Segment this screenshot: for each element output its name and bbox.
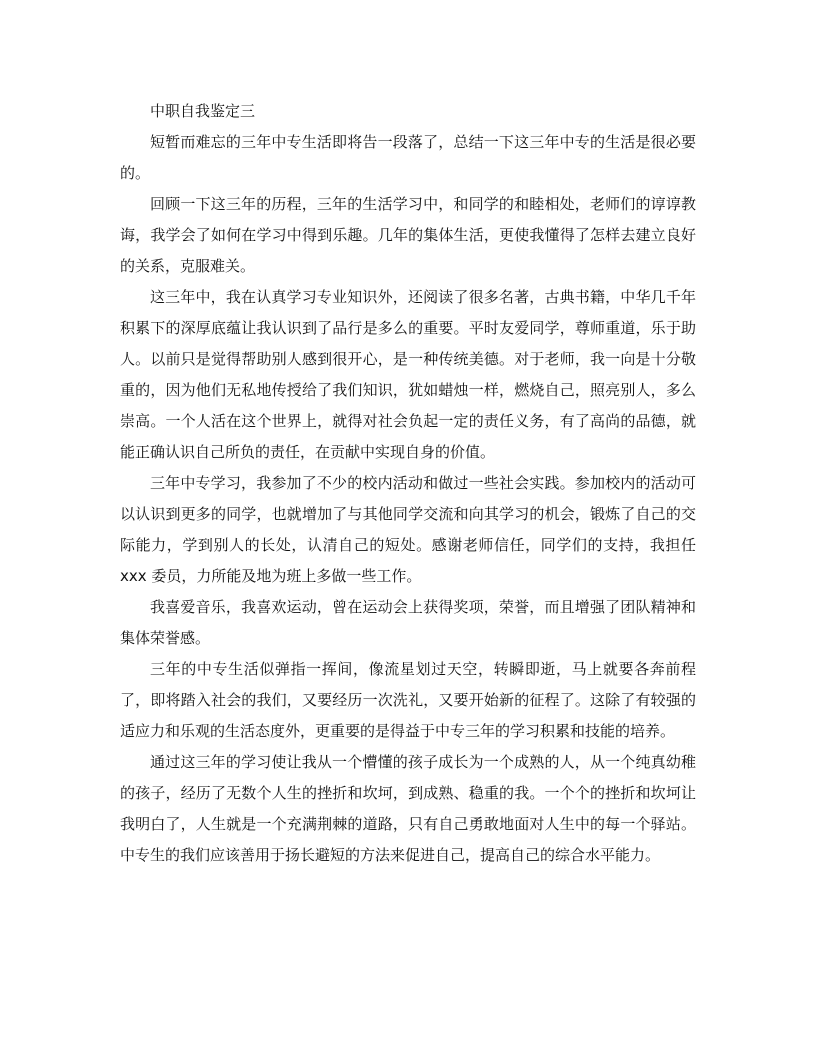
paragraph-1: 短暂而难忘的三年中专生活即将告一段落了，总结一下这三年中专的生活是很必要的。 (120, 133, 696, 182)
paragraph-2: 回顾一下这三年的历程，三年的生活学习中，和同学的和睦相处，老师们的谆谆教诲，我学会了如何在学习中得到乐趣。几年的集体生活，更使我懂得了怎样去建立良好的关系，克服难关。 (120, 195, 696, 275)
document-title: 中职自我鉴定三 (150, 102, 256, 120)
paragraph-7: 通过这三年的学习使让我从一个懵懂的孩子成长为一个成熟的人，从一个纯真幼稚的孩子，经历了无数个人生的挫折和坎坷，到成熟、稳重的我。一个个的挫折和坎坷让我明白了，人生就是一个充满荆棘的道路，只有自己勇敢地面对人生中的每一个驿站。中专生的我们应该善用于扬长避短的方法来促进自己，提高自己的综合水平能力。 (120, 753, 696, 864)
paragraph-5: 我喜爱音乐，我喜欢运动，曾在运动会上获得奖项，荣誉，而且增强了团队精神和集体荣誉感。 (120, 598, 696, 647)
paragraph-6: 三年的中专生活似弹指一挥间，像流星划过天空，转瞬即逝，马上就要各奔前程了，即将踏入社会的我们，又要经历一次洗礼，又要开始新的征程了。这除了有较强的适应力和乐观的生活态度外，更重要的是得益于中专三年的学习积累和技能的培养。 (120, 660, 696, 740)
paragraph-3: 这三年中，我在认真学习专业知识外，还阅读了很多名著，古典书籍，中华几千年积累下的深厚底蕴让我认识到了品行是多么的重要。平时友爱同学，尊师重道，乐于助人。以前只是觉得帮助别人感到很开心，是一种传统美德。对于老师，我一向是十分敬重的，因为他们无私地传授给了我们知识，犹如蜡烛一样，燃烧自己，照亮别人，多么崇高。一个人活在这个世界上，就得对社会负起一定的责任义务，有了高尚的品德，就能正确认识自己所负的责任，在贡献中实现自身的价值。 (120, 288, 696, 461)
paragraph-4: 三年中专学习，我参加了不少的校内活动和做过一些社会实践。参加校内的活动可以认识到更多的同学，也就增加了与其他同学交流和向其学习的机会，锻炼了自己的交际能力，学到别人的长处，认清自己的短处。感谢老师信任，同学们的支持，我担任 xxx 委员，力所能及地为班上多做一些工作。 (120, 474, 696, 585)
